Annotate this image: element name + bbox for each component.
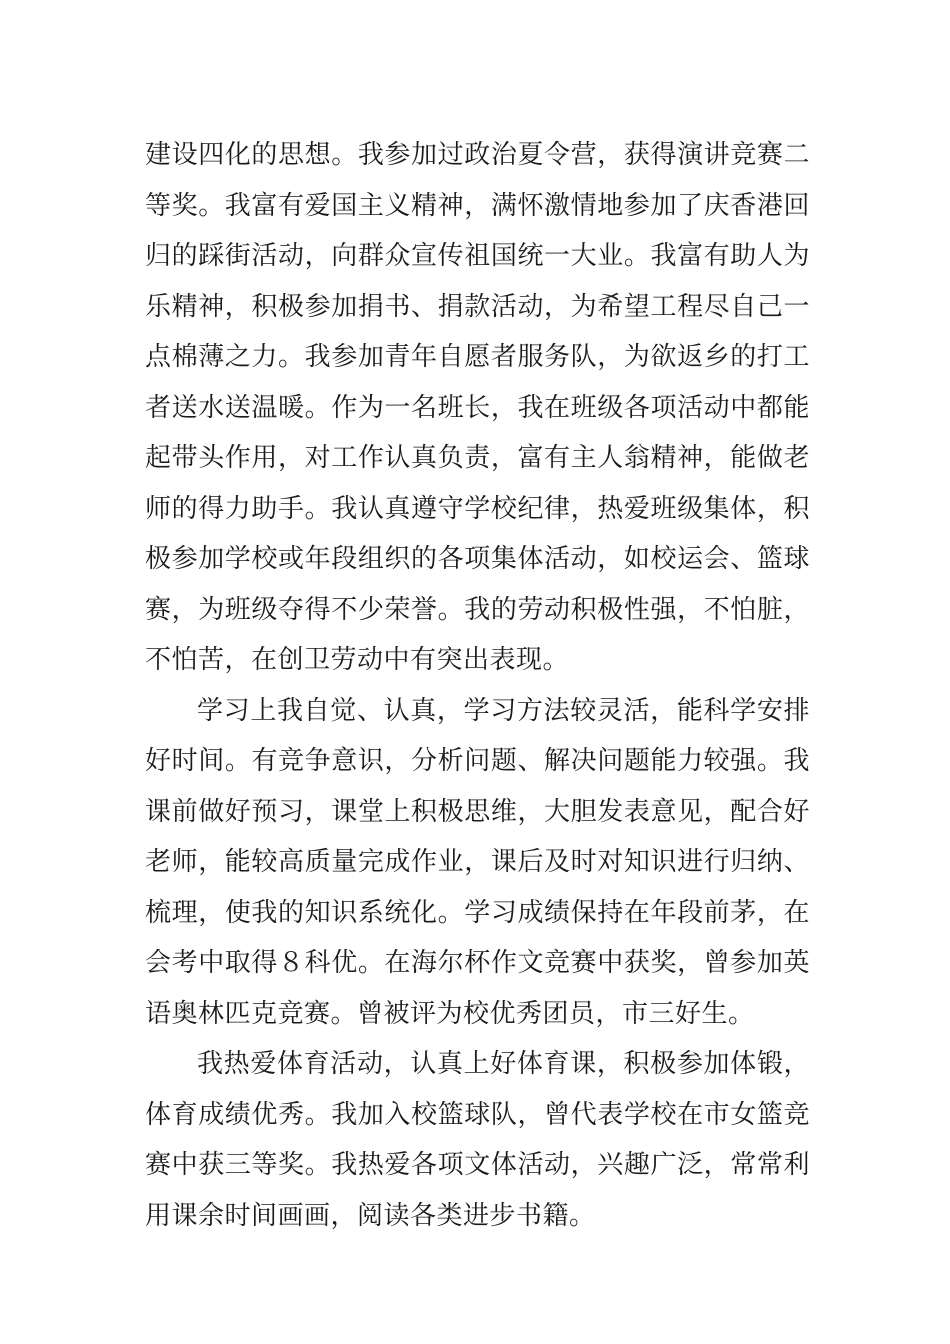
paragraph-study: 学习上我自觉、认真，学习方法较灵活，能科学安排好时间。有竞争意识，分析问题、解决问题能力较强。我课前做好预习，课堂上积极思维，大胆发表意见，配合好老师，能较高质量完成作业，课后及时对知识进行归纳、梳理，使我的知识系统化。学习成绩保持在年段前茅，在会考中取得８科优。在海尔杯作文竞赛中获奖，曾参加英语奥林匹克竞赛。曾被评为校优秀团员，市三好生。 [145,695,810,1029]
paragraph-sports: 我热爱体育活动，认真上好体育课，积极参加体锻，体育成绩优秀。我加入校篮球队，曾代表学校在市女篮竞赛中获三等奖。我热爱各项文体活动，兴趣广泛，常常利用课余时间画画，阅读各类进步书籍。 [145,1049,810,1231]
paragraph-continued: 建设四化的思想。我参加过政治夏令营，获得演讲竞赛二等奖。我富有爱国主义精神，满怀激情地参加了庆香港回归的踩街活动，向群众宣传祖国统一大业。我富有助人为乐精神，积极参加捐书、捐款活动，为希望工程尽自己一点棉薄之力。我参加青年自愿者服务队，为欲返乡的打工者送水送温暖。作为一名班长，我在班级各项活动中都能起带头作用，对工作认真负责，富有主人翁精神，能做老师的得力助手。我认真遵守学校纪律，热爱班级集体，积极参加学校或年段组织的各项集体活动，如校运会、篮球赛，为班级夺得不少荣誉。我的劳动积极性强，不怕脏，不怕苦，在创卫劳动中有突出表现。 [145,140,810,675]
document-body [145,130,810,1241]
